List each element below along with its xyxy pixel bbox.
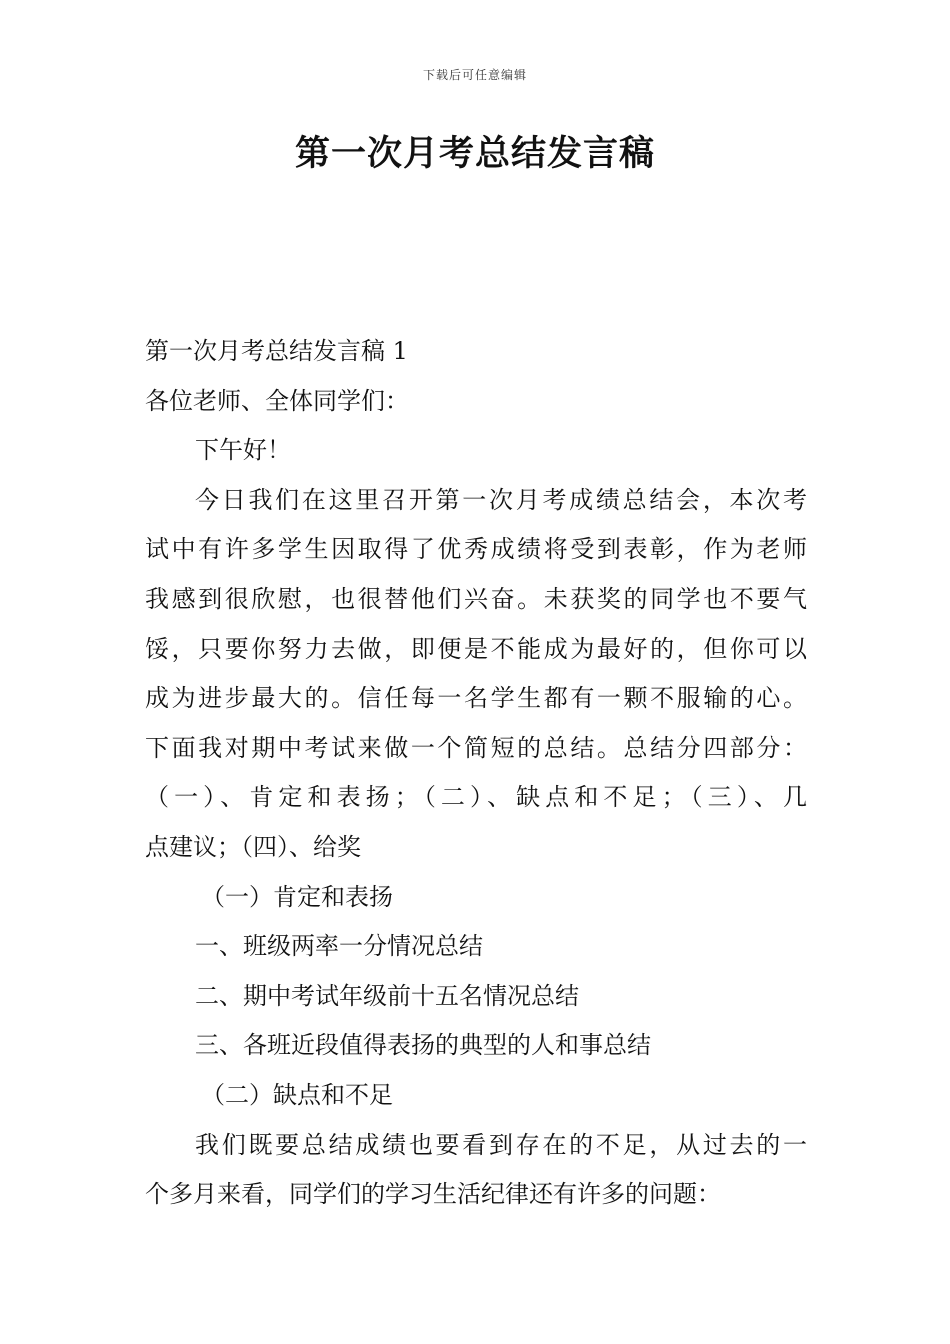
section-heading: （一）肯定和表扬 xyxy=(201,882,393,911)
paragraph-line: 我们既要总结成绩也要看到存在的不足，从过去的一 xyxy=(195,1130,807,1159)
section-heading: （二）缺点和不足 xyxy=(201,1080,393,1109)
list-item: 二、期中考试年级前十五名情况总结 xyxy=(195,981,579,1010)
paragraph-line: 馁，只要你努力去做，即便是不能成为最好的，但你可以 xyxy=(145,634,807,663)
paragraph-line: 成为进步最大的。信任每一名学生都有一颗不服输的心。 xyxy=(145,684,807,713)
paragraph-line: 我感到很欣慰，也很替他们兴奋。未获奖的同学也不要气 xyxy=(145,584,807,613)
list-item: 一、班级两率一分情况总结 xyxy=(195,932,483,961)
document-body xyxy=(145,327,807,1220)
greeting: 下午好！ xyxy=(195,436,291,465)
paragraph-line: 试中有许多学生因取得了优秀成绩将受到表彰，作为老师 xyxy=(145,535,807,564)
page-header-note: 下载后可任意编辑 xyxy=(422,68,527,82)
salutation: 各位老师、全体同学们： xyxy=(145,386,409,415)
paragraph-line: 下面我对期中考试来做一个简短的总结。总结分四部分： xyxy=(145,733,807,762)
paragraph-line: 点建议；（四）、给奖 xyxy=(145,832,361,861)
speech-heading: 第一次月考总结发言稿 1 xyxy=(145,337,408,365)
paragraph-line: 今日我们在这里召开第一次月考成绩总结会，本次考 xyxy=(195,485,807,514)
paragraph-line: （一）、肯定和表扬；（二）、缺点和不足；（三）、几 xyxy=(145,783,807,812)
document-title: 第一次月考总结发言稿 xyxy=(294,134,655,174)
paragraph-line: 个多月来看，同学们的学习生活纪律还有许多的问题： xyxy=(145,1180,721,1209)
list-item: 三、各班近段值得表扬的典型的人和事总结 xyxy=(195,1031,651,1060)
